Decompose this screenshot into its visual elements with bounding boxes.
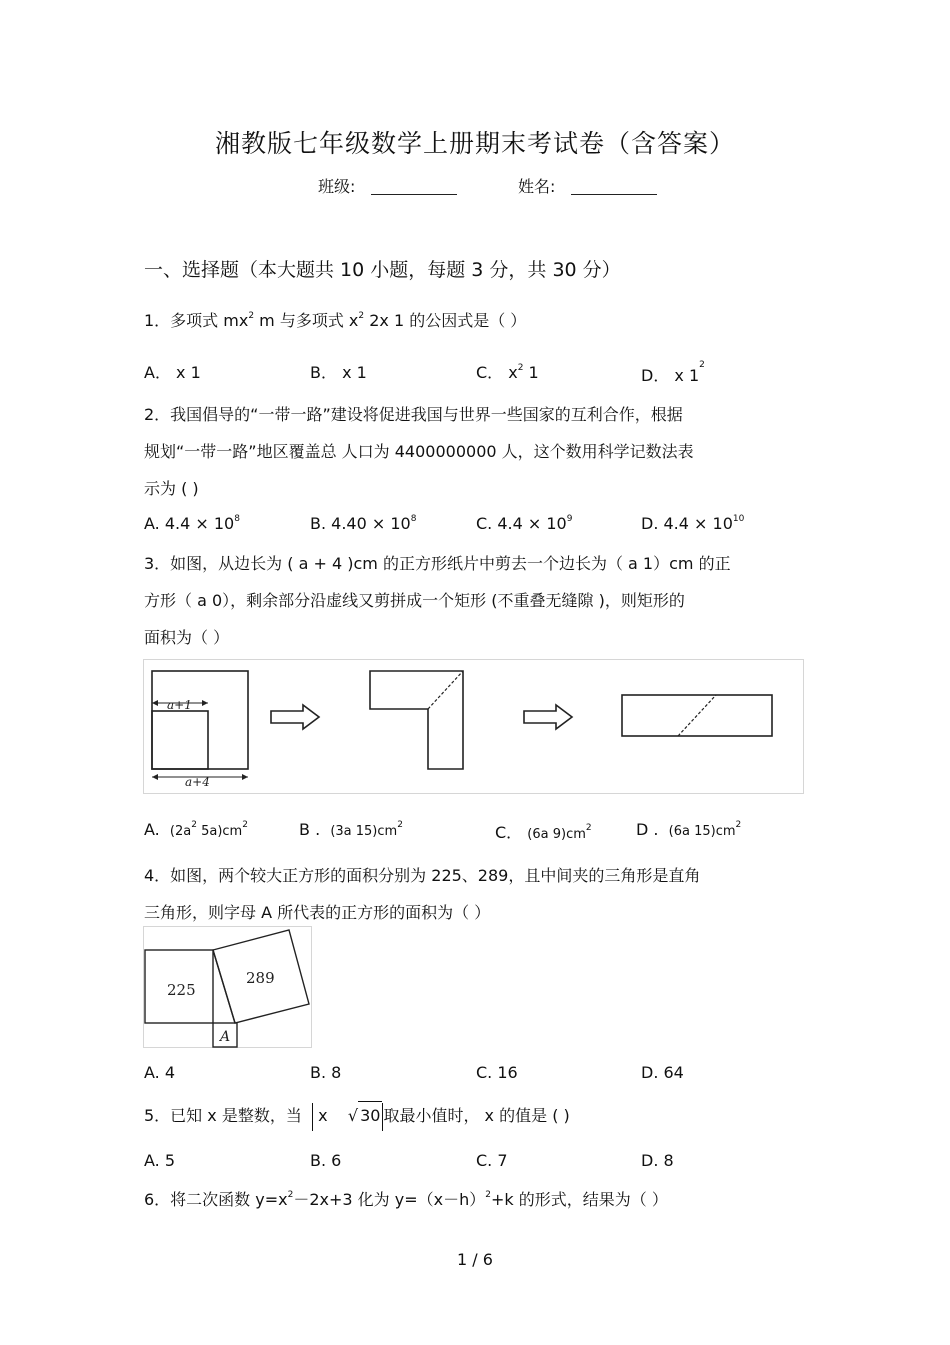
q2-option-b[interactable] <box>310 514 416 533</box>
label-a-plus-4: a+4 <box>185 775 210 789</box>
class-field <box>318 174 457 197</box>
label-a-plus-1: a+1 <box>167 698 192 712</box>
q2-option-c-sup: 9 <box>566 514 573 524</box>
q3-option-c-text: (6a 9)cm <box>527 827 586 842</box>
q4-line-1: 4．如图，两个较大正方形的面积分别为 225、289，且中间夹的三角形是直角 <box>144 866 701 885</box>
q3-line-1: 3．如图，从边长为 ( a + 4 )cm 的正方形纸片中剪去一个边长为（ a 1）cm 的正 <box>144 554 731 573</box>
figure-frame <box>144 660 804 794</box>
q2-option-a-sup: 8 <box>234 514 240 524</box>
q5-sqrt: 30 <box>358 1101 382 1130</box>
q5-option-b[interactable]: B. 6 <box>310 1151 342 1170</box>
q1-option-c-text: C． x <box>476 363 518 382</box>
q1-option-d[interactable] <box>641 360 705 386</box>
q1-option-c[interactable] <box>476 360 539 383</box>
q6-stem-a: 6．将二次函数 y=x <box>144 1190 288 1209</box>
q3-option-a-letter: A. <box>144 820 160 839</box>
page-title: 湘教版七年级数学上册期末考试卷（含答案） <box>214 129 735 158</box>
q6-sup1: 2 <box>287 1190 294 1200</box>
q3-figure <box>143 659 805 795</box>
label-a: A <box>220 1029 231 1045</box>
q2-line-1: 2．我国倡导的“一带一路”建设将促进我国与世界一些国家的互利合作，根据 <box>144 405 683 424</box>
label-225: 225 <box>167 981 196 999</box>
q6-sup2: 2 <box>485 1190 491 1200</box>
question-6 <box>144 1187 668 1210</box>
q3-option-a-tail: 5a)cm <box>196 824 243 839</box>
q1-option-d-text: D． x 1 <box>641 366 700 385</box>
q4-figure <box>143 926 313 1050</box>
q1-stem-c: 2x 1 的公因式是（ ） <box>364 311 527 330</box>
q2-option-d-sup: 10 <box>732 514 745 524</box>
q4-option-d[interactable]: D. 64 <box>641 1063 684 1082</box>
label-289: 289 <box>246 969 275 987</box>
q1-sup2: 2 <box>358 311 365 321</box>
q5-option-c[interactable]: C. 7 <box>476 1151 508 1170</box>
q1-stem-a: 1．多项式 mx <box>144 311 249 330</box>
name-blank[interactable] <box>571 180 657 195</box>
q6-stem-c: +k 的形式，结果为（ ） <box>491 1190 668 1209</box>
q1-option-c-tail: 1 <box>523 363 539 382</box>
q2-option-d[interactable] <box>641 514 744 533</box>
name-field <box>518 174 657 197</box>
q2-option-c-text: C. 4.4 × 10 <box>476 514 567 533</box>
question-5: 5．已知 x 是整数，当 x √ 30 取最小值时， x 的值是 ( ) <box>144 1101 570 1131</box>
page-number: 1 / 6 <box>457 1250 493 1269</box>
class-label: 班级: <box>318 177 356 196</box>
q2-option-c[interactable] <box>476 514 572 533</box>
q3-option-a[interactable] <box>144 820 248 839</box>
q3-option-c[interactable] <box>495 820 592 843</box>
q3-option-b-sup: 2 <box>397 820 403 830</box>
q3-option-d-letter: D . <box>636 820 659 839</box>
q2-option-b-sup: 8 <box>410 514 417 524</box>
q3-option-a-sup2: 2 <box>242 820 248 830</box>
q3-option-b[interactable] <box>299 820 403 839</box>
q3-option-b-letter: B . <box>299 820 321 839</box>
q3-option-d[interactable] <box>636 820 741 839</box>
q3-option-c-letter: C． <box>495 823 523 842</box>
q5-stem-a: 5．已知 x 是整数，当 <box>144 1106 302 1125</box>
q1-option-c-sup: 2 <box>517 363 524 373</box>
q2-option-a[interactable] <box>144 514 240 533</box>
q4-option-c[interactable]: C. 16 <box>476 1063 518 1082</box>
q2-option-b-text: B. 4.40 × 10 <box>310 514 411 533</box>
section-heading: 一、选择题（本大题共 10 小题，每题 3 分，共 30 分） <box>144 259 621 281</box>
q1-stem-b: m 与多项式 x <box>254 311 359 330</box>
abs-bar-left <box>312 1103 313 1131</box>
class-blank[interactable] <box>371 180 457 195</box>
q4-option-a[interactable]: A. 4 <box>144 1063 176 1082</box>
q3-line-2: 方形（ a 0），剩余部分沿虚线又剪拼成一个矩形 (不重叠无缝隙 )，则矩形的 <box>144 591 685 610</box>
q3-option-d-text: (6a 15)cm <box>668 824 736 839</box>
name-label: 姓名: <box>518 177 556 196</box>
q3-option-a-text: (2a <box>169 824 192 839</box>
q1-option-a[interactable]: A． x 1 <box>144 363 201 382</box>
q3-option-b-text: (3a 15)cm <box>330 824 398 839</box>
q1-sup1: 2 <box>248 311 255 321</box>
q3-option-c-sup: 2 <box>585 823 592 833</box>
q4-line-2: 三角形，则字母 A 所代表的正方形的面积为（ ） <box>144 903 491 922</box>
q5-x: x <box>318 1106 328 1125</box>
q2-line-2: 规划“一带一路”地区覆盖总 人口为 4400000000 人，这个数用科学记数法表 <box>144 442 694 461</box>
q3-option-a-sup: 2 <box>191 820 197 830</box>
q5-stem-b: 取最小值时， x 的值是 ( ) <box>383 1106 570 1125</box>
q2-option-a-text: A. 4.4 × 10 <box>144 514 235 533</box>
question-1 <box>144 308 526 331</box>
q5-option-a[interactable]: A. 5 <box>144 1151 176 1170</box>
q1-option-d-sup: 2 <box>699 360 705 370</box>
q4-option-b[interactable]: B. 8 <box>310 1063 342 1082</box>
q1-option-b[interactable]: B． x 1 <box>310 363 367 382</box>
q6-stem-b: －2x+3 化为 y=（x－h） <box>293 1190 486 1209</box>
q3-option-d-sup: 2 <box>735 820 742 830</box>
q2-option-d-text: D. 4.4 × 10 <box>641 514 733 533</box>
q5-option-d[interactable]: D. 8 <box>641 1151 674 1170</box>
q3-line-3: 面积为（ ） <box>144 628 230 647</box>
q2-line-3: 示为 ( ) <box>144 479 199 498</box>
